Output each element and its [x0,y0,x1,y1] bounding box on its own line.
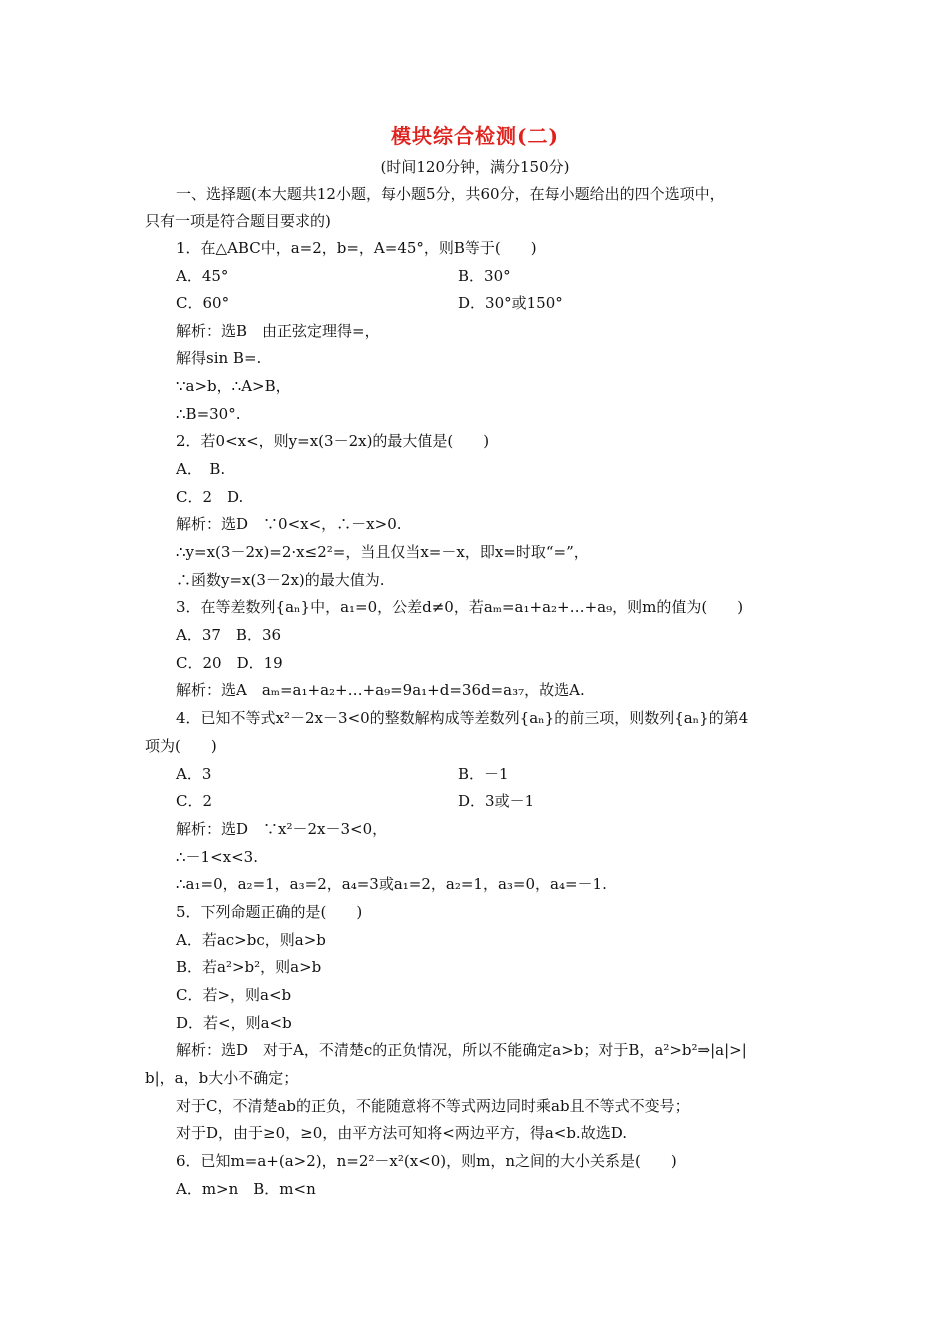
q1-solution: 解析：选B 由正弦定理得=， [176,322,380,340]
q4-option-d: D．3或－1 [458,792,535,810]
q2-solution-line: ∴函数y=x(3－2x)的最大值为. [176,571,385,589]
q4-solution-line: ∴a₁=0，a₂=1，a₃=2，a₄=3或a₁=2，a₂=1，a₃=0，a₄=－1. [176,875,607,893]
q1-solution-line: 解得sin B=. [176,349,262,367]
q3-solution: 解析：选A aₘ=a₁+a₂+…+a₉=9a₁+d=36d=a₃₇，故选A. [176,681,585,699]
question-2: 2．若0<x<，则y=x(3－2x)的最大值是( ) [176,432,490,450]
q4-option-b: B．－1 [458,765,509,783]
q2-options-cd: C．2 D. [176,488,244,506]
q5-solution-line: 对于C，不清楚ab的正负，不能随意将不等式两边同时乘ab且不等式不变号； [176,1097,690,1115]
q1-option-b: B．30° [458,267,511,285]
q2-solution-line: ∴y=x(3－2x)=2·x≤2²=，当且仅当x=－x，即x=时取“=”， [176,543,589,561]
section-heading-cont: 只有一项是符合题目要求的) [145,212,331,230]
page-title: 模块综合检测(二) [391,124,559,148]
question-4: 4．已知不等式x²－2x－3<0的整数解构成等差数列{aₙ}的前三项，则数列{aₙ}的第4 [176,709,749,727]
q5-option-b: B．若a²>b²，则a>b [176,958,322,976]
q5-solution-line: 对于D，由于≥0，≥0，由平方法可知将<两边平方，得a<b.故选D. [176,1124,627,1142]
q1-option-a: A．45° [176,267,229,285]
q5-solution: 解析：选D 对于A，不清楚c的正负情况，所以不能确定a>b；对于B，a²>b²⇒|a|>| [176,1041,747,1059]
q4-solution: 解析：选D ∵x²－2x－3<0， [176,820,388,838]
q3-options-cd: C．20 D．19 [176,654,283,672]
q4-option-c: C．2 [176,792,213,810]
q2-options-ab: A． B. [176,460,226,478]
q2-solution: 解析：选D ∵0<x<，∴－x>0. [176,515,402,533]
section-heading: 一、选择题(本大题共12小题，每小题5分，共60分，在每小题给出的四个选项中， [176,185,725,203]
q4-solution-line: ∴－1<x<3. [176,848,258,866]
question-6: 6．已知m=a+(a>2)，n=2²－x²(x<0)，则m，n之间的大小关系是( ) [176,1152,677,1170]
q1-option-c: C．60° [176,294,230,312]
q5-option-a: A．若ac>bc，则a>b [176,931,326,949]
q4-option-a: A．3 [176,765,212,783]
page-subtitle: (时间120分钟，满分150分) [380,158,570,176]
q5-option-c: C．若>，则a<b [176,986,292,1004]
question-3: 3．在等差数列{aₙ}中，a₁=0，公差d≠0，若aₘ=a₁+a₂+…+a₉，则m的值为( ) [176,598,744,616]
q5-solution-cont: b|，a，b大小不确定； [145,1069,299,1087]
q3-options-ab: A．37 B．36 [176,626,282,644]
question-5: 5．下列命题正确的是( ) [176,903,363,921]
question-4-cont: 项为( ) [145,737,217,755]
q1-option-d: D．30°或150° [458,294,563,312]
question-1: 1．在△ABC中，a=2，b=，A=45°，则B等于( ) [176,239,537,257]
q5-option-d: D．若<，则a<b [176,1014,292,1032]
q6-options-ab: A．m>n B．m<n [176,1180,316,1198]
q1-solution-line: ∵a>b，∴A>B， [176,377,291,395]
q1-solution-line: ∴B=30°. [176,405,241,423]
